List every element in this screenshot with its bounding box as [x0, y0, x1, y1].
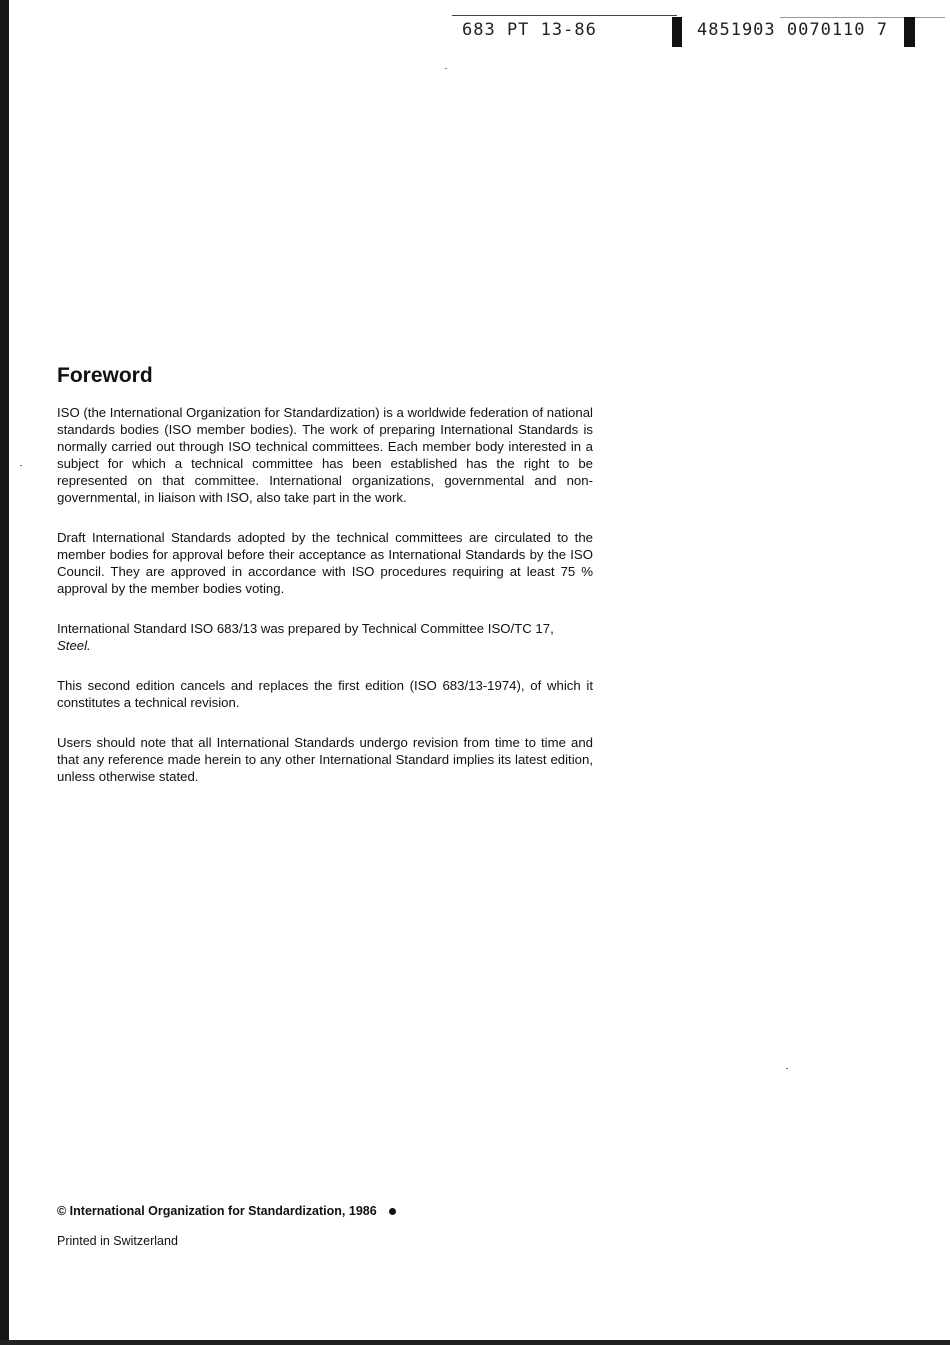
barcode-mark-right: [904, 17, 915, 47]
copyright-text: © International Organization for Standardization, 1986: [57, 1204, 377, 1218]
foreword-paragraph-4: This second edition cancels and replaces the first edition (ISO 683/13-1974), of which it constitutes a technical revision.: [57, 678, 593, 710]
paragraph-3-italic: Steel.: [57, 638, 91, 653]
header-number: 4851903 0070110 7: [697, 20, 888, 40]
scan-speck: [20, 465, 22, 466]
foreword-section: [57, 364, 593, 785]
scan-bottom-edge: [0, 1340, 950, 1345]
foreword-title: Foreword: [57, 364, 153, 387]
foreword-paragraph-5: Users should note that all International Standards undergo revision from time to time and that any reference made herein to any other International Standard implies its latest edition, unless otherwise stated.: [57, 735, 593, 784]
header-rule-right: [780, 17, 945, 18]
bullet-icon: [389, 1208, 396, 1215]
foreword-paragraph-3: [57, 620, 593, 654]
scan-left-edge: [0, 0, 9, 1345]
barcode-mark-left: [672, 17, 682, 47]
scan-speck: [786, 1068, 788, 1069]
header-rule: [452, 15, 677, 16]
paragraph-3-text: International Standard ISO 683/13 was prepared by Technical Committee ISO/TC 17,: [57, 621, 554, 636]
header-code: 683 PT 13-86: [462, 20, 597, 40]
scan-speck: [445, 68, 447, 69]
copyright-line: [57, 1204, 396, 1218]
foreword-paragraph-2: Draft International Standards adopted by the technical committees are circulated to the member bodies for approval before their acceptance as International Standards by the ISO Council. They are approved in accordance with ISO procedures requiring at least 75 % approval by the member bodies voting.: [57, 530, 593, 596]
foreword-paragraph-1: ISO (the International Organization for Standardization) is a worldwide federation of national standards bodies (ISO member bodies). The work of preparing International Standards is normally carried out through ISO technical committees. Each member body interested in a subject for which a technical committee has been established has the right to be represented on that committee. International organizations, governmental and non-governmental, in liaison with ISO, also take part in the work.: [57, 405, 593, 505]
printed-in: Printed in Switzerland: [57, 1234, 178, 1248]
